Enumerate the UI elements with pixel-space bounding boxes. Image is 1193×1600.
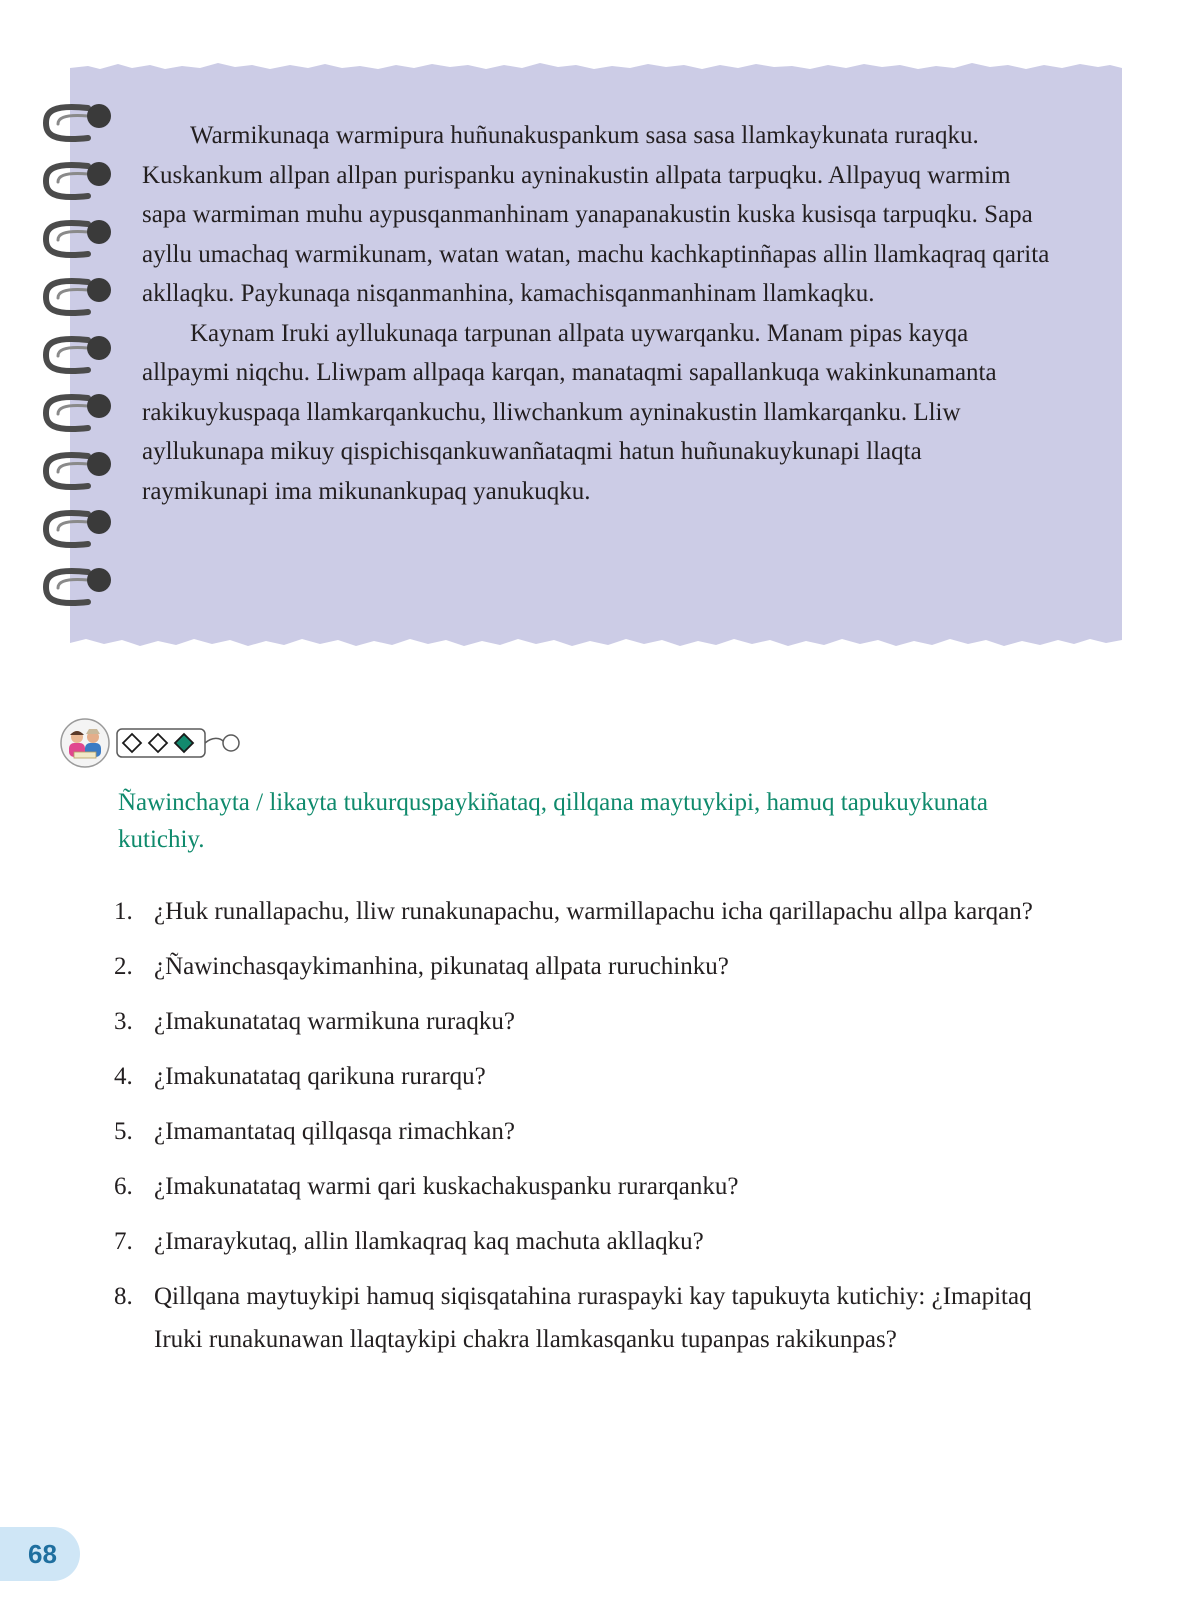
spiral-ring-icon [42, 156, 117, 206]
question-number: 4. [114, 1063, 133, 1090]
notebook-text [142, 116, 1052, 511]
question-number: 1. [114, 898, 133, 925]
question-number: 3. [114, 1008, 133, 1035]
question-text: ¿Imakunatataq warmikuna ruraqku? [154, 1008, 515, 1035]
question-text: ¿Imakunatataq warmi qari kuskachakuspanku rurarqanku? [154, 1173, 739, 1200]
question-list [114, 890, 1074, 1373]
question-item [114, 1220, 1074, 1263]
spiral-ring-icon [42, 214, 117, 264]
page-number: 68 [0, 1527, 80, 1581]
activity-header [60, 718, 260, 770]
question-text: Qillqana maytuykipi hamuq siqisqatahina ruraspayki kay tapukuyta kutichiy: ¿Imapitaq Iruki runakunawan llaqtaykipi chakra llamkasqanku tupanpas rakikunpas? [154, 1283, 1032, 1353]
question-number: 2. [114, 953, 133, 980]
notebook-paragraph: Warmikunaqa warmipura huñunakuspankum sasa sasa llamkaykunata ruraqku. Kuskankum allpan allpan purispanku ayninakustin allpata tarpuqku. Allpayuq warmim sapa warmiman muhu aypusqanmanhinam yanapanakustin kuska kusisqa tarpuqku. Sapa ayllu umachaq warmikunam, watan watan, machu kachkaptinñapas allin llamkaqraq qarita akllaqku. Paykunaqa nisqanmanhina, kamachisqanmanhinam llamkaqku. [142, 122, 1050, 307]
question-number: 5. [114, 1118, 133, 1145]
question-text: ¿Imamantataq qillqasqa rimachkan? [154, 1118, 515, 1145]
spiral-ring-icon [42, 98, 117, 148]
question-text: ¿Imaraykutaq, allin llamkaqraq kaq machuta akllaqku? [154, 1228, 704, 1255]
notebook-paragraph: Kaynam Iruki ayllukunaqa tarpunan allpata uywarqanku. Manam pipas kayqa allpaymi niqchu. Lliwpam allpaqa karqan, manataqmi sapallankuqa wakinkunamanta rakikuykuspaqa llamkarqankuchu, lliwchankum ayninakustin llamkarqanku. Lliw ayllukunapa mikuy qispichisqankuwanñataqmi hatun huñunakuykunapi llaqta raymikunapi ima mikunankupaq yanukuqku. [142, 319, 997, 505]
spiral-ring-icon [42, 504, 117, 554]
question-item [114, 1110, 1074, 1153]
spiral-ring-icon [42, 272, 117, 322]
question-text: ¿Huk runallapachu, lliw runakunapachu, warmillapachu icha qarillapachu allpa karqan? [154, 898, 1033, 925]
students-reading-icon [60, 718, 110, 768]
question-text: ¿Ñawinchasqaykimanhina, pikunataq allpata ruruchinku? [154, 953, 729, 980]
activity-instruction: Ñawinchayta / likayta tukurquspaykiñataq, qillqana maytuykipi, hamuq tapukuykunata kutichiy. [118, 789, 988, 853]
notebook-panel [70, 60, 1122, 660]
question-number: 8. [114, 1283, 133, 1310]
spiral-ring-icon [42, 446, 117, 496]
spiral-ring-icon [42, 330, 117, 380]
question-item [114, 1275, 1074, 1361]
question-text: ¿Imakunatataq qarikuna rurarqu? [154, 1063, 486, 1090]
spiral-binding [42, 98, 117, 618]
difficulty-diamonds-icon [116, 728, 296, 760]
question-number: 7. [114, 1228, 133, 1255]
question-item [114, 1055, 1074, 1098]
question-number: 6. [114, 1173, 133, 1200]
question-item [114, 945, 1074, 988]
question-item [114, 890, 1074, 933]
question-item [114, 1000, 1074, 1043]
spiral-ring-icon [42, 562, 117, 612]
question-item [114, 1165, 1074, 1208]
spiral-ring-icon [42, 388, 117, 438]
